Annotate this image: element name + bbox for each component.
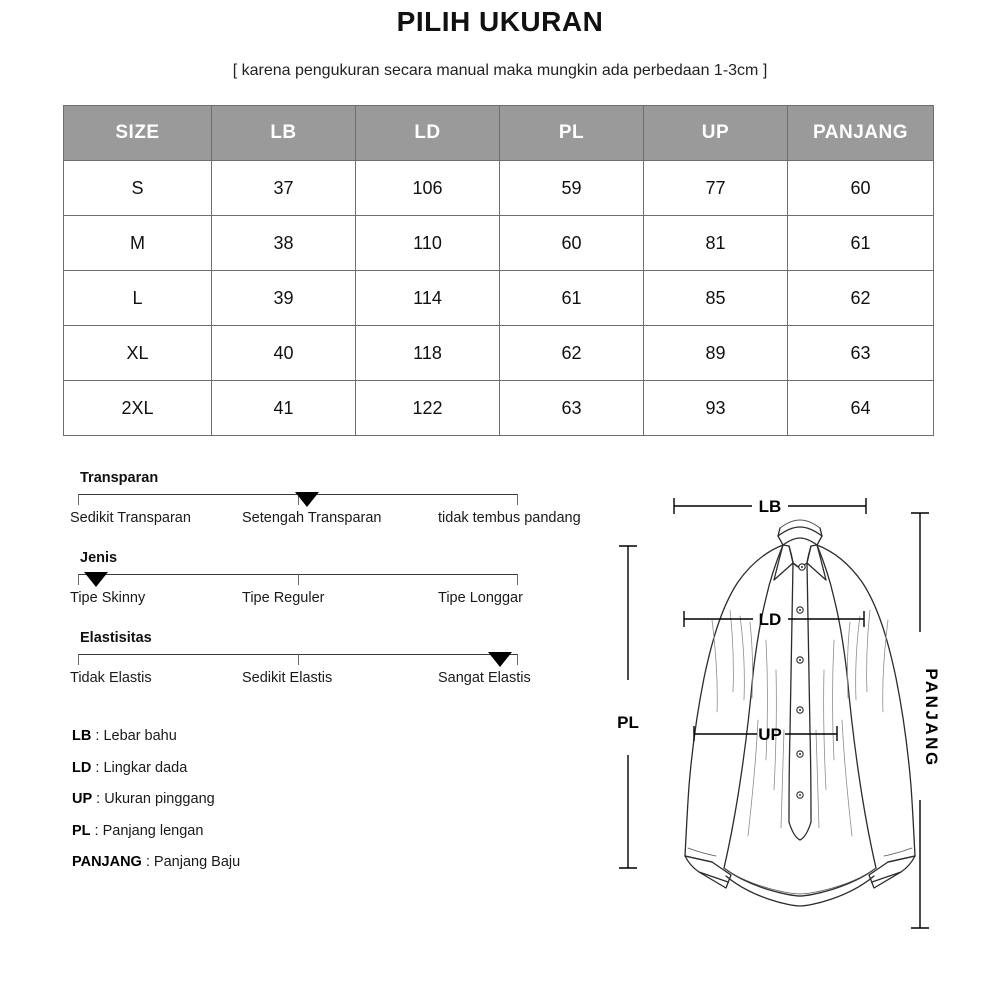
- scale-tick-left-icon: [78, 494, 79, 505]
- legend-abbr: LB: [72, 728, 92, 744]
- scale-tick-left-icon: [78, 654, 79, 665]
- cell-up: 81: [644, 216, 788, 271]
- cell-pl: 61: [500, 271, 644, 326]
- table-row: [64, 216, 934, 271]
- cell-size: M: [64, 216, 212, 271]
- column-header-pl: PL: [500, 106, 644, 161]
- scale-tick-left-icon: [78, 574, 79, 585]
- scale-tick-mid-icon: [298, 654, 299, 665]
- cell-panjang: 62: [788, 271, 934, 326]
- legend-abbr: PL: [72, 822, 91, 839]
- legend-abbr: UP: [72, 791, 93, 807]
- cell-lb: 39: [212, 271, 356, 326]
- legend-item-ld: [72, 760, 492, 776]
- cell-pl: 59: [500, 161, 644, 216]
- scale-label-high: Tipe Longgar: [438, 590, 523, 606]
- legend-item-pl: [72, 823, 492, 839]
- cell-lb: 37: [212, 161, 356, 216]
- scale-label-low: Sedikit Transparan: [70, 510, 191, 526]
- column-header-up: UP: [644, 106, 788, 161]
- legend-item-up: [72, 791, 492, 807]
- cell-lb: 40: [212, 326, 356, 381]
- scale-label-low: Tipe Skinny: [70, 590, 146, 606]
- scale-title-elastisitas: Elastisitas: [80, 630, 152, 646]
- size-table-container: [63, 105, 933, 436]
- cell-size: XL: [64, 326, 212, 381]
- table-header-row: [64, 106, 934, 161]
- cell-ld: 114: [356, 271, 500, 326]
- scale-label-mid: Setengah Transparan: [242, 510, 382, 526]
- cell-lb: 41: [212, 381, 356, 436]
- legend-abbr: LD: [72, 759, 92, 776]
- legend-sep: :: [90, 822, 103, 839]
- legend-sep: :: [91, 759, 104, 776]
- legend-sep: :: [92, 791, 105, 807]
- scale-label-mid: Tipe Reguler: [242, 590, 325, 606]
- scale-labels-jenis: [70, 590, 600, 612]
- cell-pl: 63: [500, 381, 644, 436]
- cell-pl: 62: [500, 326, 644, 381]
- cell-panjang: 61: [788, 216, 934, 271]
- scale-tick-right-icon: [517, 654, 518, 665]
- cell-size: L: [64, 271, 212, 326]
- shirt-illustration: [685, 520, 915, 906]
- scale-labels-elastisitas: [70, 670, 600, 692]
- scale-tick-mid-icon: [298, 574, 299, 585]
- legend-text: Lebar bahu: [103, 728, 177, 744]
- cell-ld: 122: [356, 381, 500, 436]
- cell-panjang: 60: [788, 161, 934, 216]
- table-row: [64, 271, 934, 326]
- garment-measurement-diagram: [600, 470, 1000, 960]
- cell-ld: 110: [356, 216, 500, 271]
- table-row: [64, 161, 934, 216]
- table-row: [64, 381, 934, 436]
- cell-panjang: 63: [788, 326, 934, 381]
- legend-abbr: PANJANG: [72, 854, 142, 870]
- scale-tick-right-icon: [517, 574, 518, 585]
- size-chart-table: [63, 105, 934, 436]
- dimension-label-panjang: PANJANG: [922, 668, 941, 768]
- legend-item-panjang: [72, 854, 492, 870]
- cell-size: 2XL: [64, 381, 212, 436]
- column-header-ld: LD: [356, 106, 500, 161]
- abbreviation-legend: [72, 728, 492, 886]
- column-header-size: SIZE: [64, 106, 212, 161]
- scale-title-jenis: Jenis: [80, 550, 118, 566]
- table-row: [64, 326, 934, 381]
- cell-pl: 60: [500, 216, 644, 271]
- scale-marker-jenis-icon: [84, 572, 108, 587]
- scale-label-high: tidak tembus pandang: [438, 510, 581, 526]
- dimension-label-lb: LB: [758, 497, 782, 516]
- cell-ld: 118: [356, 326, 500, 381]
- scale-labels-transparan: [70, 510, 600, 532]
- dimension-label-up: UP: [758, 725, 782, 744]
- cell-size: S: [64, 161, 212, 216]
- cell-up: 89: [644, 326, 788, 381]
- dimension-pl: [619, 546, 637, 868]
- legend-text: Lingkar dada: [103, 759, 188, 776]
- scale-marker-elastisitas-icon: [488, 652, 512, 667]
- page-subtitle: [ karena pengukuran secara manual maka mungkin ada perbedaan 1-3cm ]: [232, 62, 768, 79]
- scale-label-mid: Sedikit Elastis: [242, 670, 333, 686]
- scale-tick-right-icon: [517, 494, 518, 505]
- column-header-panjang: PANJANG: [788, 106, 934, 161]
- scale-label-low: Tidak Elastis: [70, 670, 152, 686]
- legend-text: Panjang lengan: [102, 822, 204, 839]
- scale-label-high: Sangat Elastis: [438, 670, 531, 686]
- dimension-label-pl: PL: [617, 713, 639, 732]
- attribute-scales: [0, 470, 600, 700]
- legend-text: Ukuran pinggang: [104, 791, 215, 807]
- dimension-label-ld: LD: [758, 610, 782, 629]
- scale-title-transparan: Transparan: [80, 470, 159, 486]
- legend-sep: :: [141, 854, 154, 870]
- cell-up: 85: [644, 271, 788, 326]
- page-title: PILIH UKURAN: [396, 6, 604, 37]
- legend-sep: :: [91, 728, 104, 744]
- cell-up: 77: [644, 161, 788, 216]
- cell-ld: 106: [356, 161, 500, 216]
- legend-text: Panjang Baju: [153, 854, 241, 870]
- column-header-lb: LB: [212, 106, 356, 161]
- cell-up: 93: [644, 381, 788, 436]
- cell-panjang: 64: [788, 381, 934, 436]
- legend-item-lb: [72, 728, 492, 744]
- cell-lb: 38: [212, 216, 356, 271]
- scale-marker-transparan-icon: [295, 492, 319, 507]
